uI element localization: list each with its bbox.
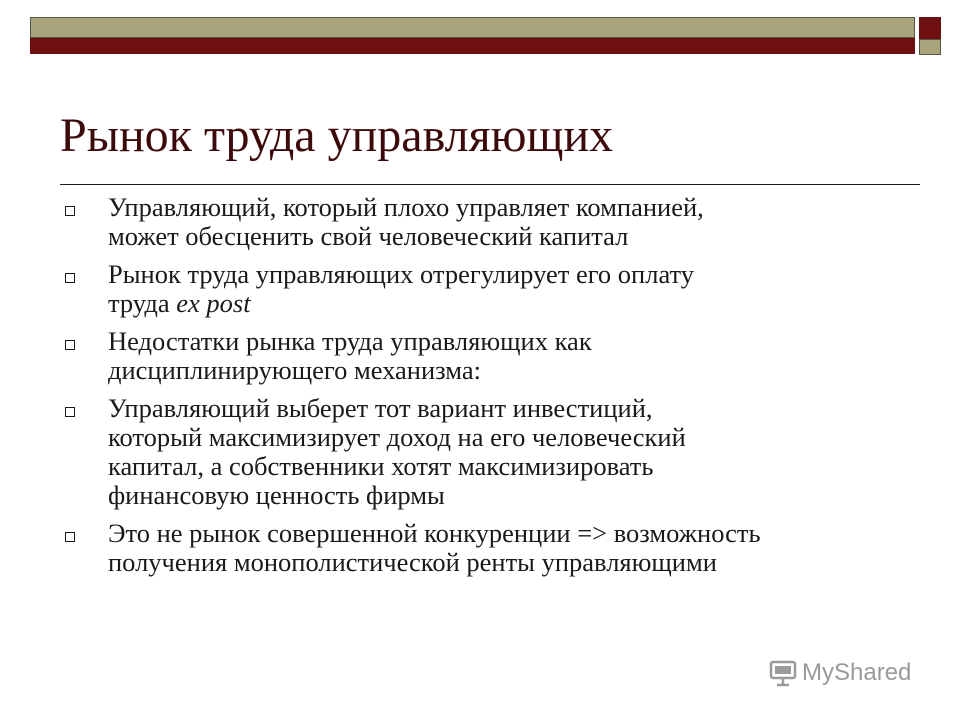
bullet-text-line: дисциплинирующего механизма: — [108, 355, 481, 385]
slide-title: Рынок труда управляющих — [60, 109, 614, 162]
square-bullet-icon — [65, 407, 75, 417]
square-bullet-icon — [65, 532, 75, 542]
bullet-text-line: который максимизирует доход на его человеческий — [108, 422, 686, 452]
header-olive-square — [919, 39, 941, 55]
bullet-text-prefix: труда — [108, 288, 177, 318]
header-maroon-square — [919, 17, 941, 39]
presentation-board-icon — [768, 658, 798, 688]
bullet-item — [60, 327, 920, 385]
bullet-item — [60, 260, 920, 318]
bullet-text-line: Управляющий, который плохо управляет компанией, — [108, 192, 704, 222]
bullet-text-line: финансовую ценность фирмы — [108, 480, 445, 510]
header-olive-bar — [30, 17, 915, 38]
bullet-item — [60, 519, 920, 577]
title-divider — [60, 184, 920, 185]
square-bullet-icon — [65, 206, 75, 216]
bullet-text-line: Управляющий выберет тот вариант инвестиций, — [108, 393, 653, 423]
bullet-text-italic: ex post — [176, 288, 251, 318]
bullet-text-line: Рынок труда управляющих отрегулирует его оплату — [108, 259, 695, 289]
watermark-text: MyShared — [802, 659, 912, 686]
bullet-item — [60, 394, 920, 510]
bullet-text-line: Недостатки рынка труда управляющих как — [108, 326, 592, 356]
bullet-text-line: Это не рынок совершенной конкуренции => возможность — [108, 518, 761, 548]
bullet-text-line — [108, 289, 920, 318]
square-bullet-icon — [65, 273, 75, 283]
header-maroon-bar — [30, 38, 915, 54]
myshared-watermark[interactable] — [768, 656, 911, 690]
bullet-item — [60, 193, 920, 251]
bullet-list — [60, 193, 920, 586]
bullet-text-line: может обесценить свой человеческий капитал — [108, 221, 629, 251]
square-bullet-icon — [65, 340, 75, 350]
bullet-text-line: получения монополистической ренты управляющими — [108, 547, 717, 577]
bullet-text-line: капитал, а собственники хотят максимизировать — [108, 451, 654, 481]
